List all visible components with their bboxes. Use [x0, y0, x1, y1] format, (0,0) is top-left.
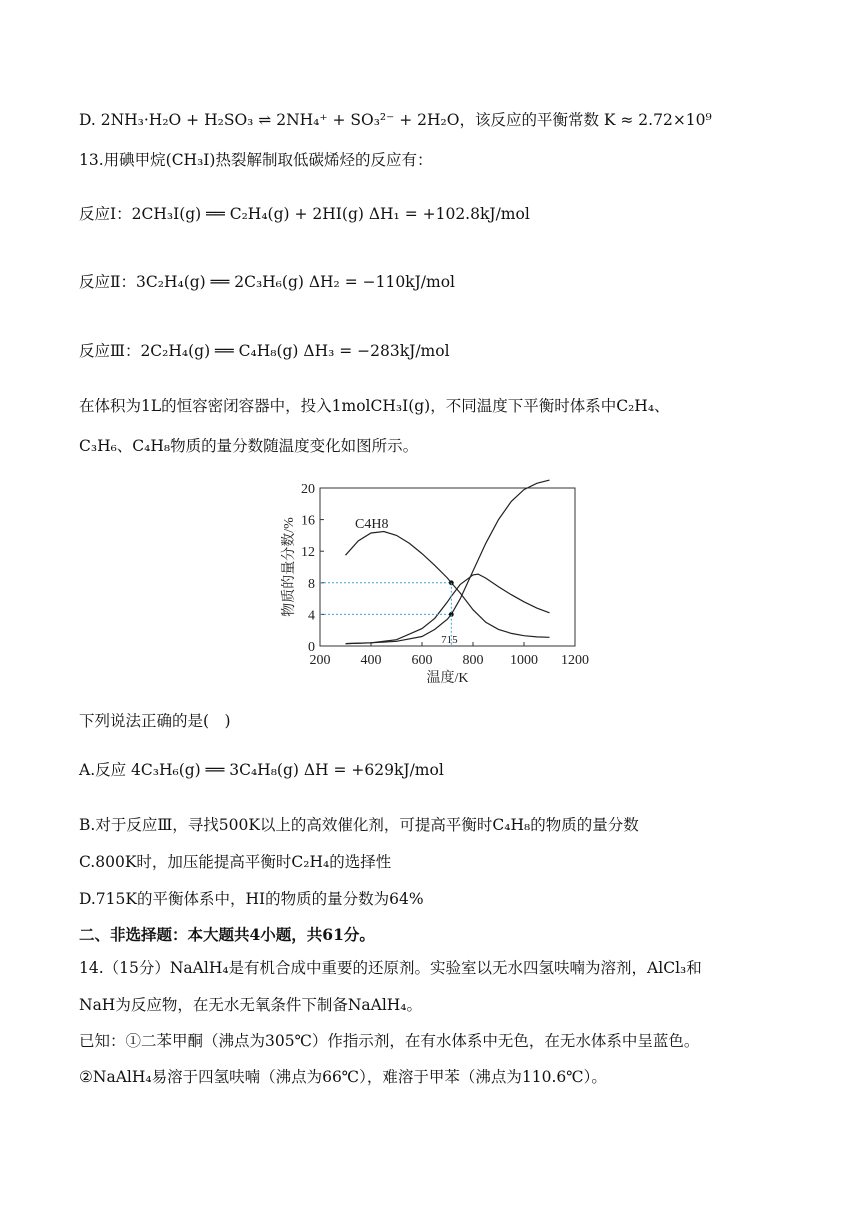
reaction-3: 反应Ⅲ：2C₂H₄(g) ══ C₄H₈(g) ΔH₃ = −283kJ/mol [79, 342, 450, 360]
chart-curves [346, 480, 550, 643]
y-tick-label: 12 [301, 545, 315, 561]
y-tick-label: 20 [301, 482, 315, 497]
paragraph-line-2: C₃H₆、C₄H₈物质的量分数随温度变化如图所示。 [79, 437, 419, 455]
y-tick-label: 4 [308, 608, 315, 624]
option-d: D.715K的平衡体系中，HI的物质的量分数为64% [79, 890, 424, 908]
known-1: 已知：①二苯甲酮（沸点为305℃）作指示剂，在有水体系中无色，在无水体系中呈蓝色。 [79, 1032, 700, 1050]
chart-axes [320, 488, 575, 646]
option-c: C.800K时，加压能提高平衡时C₂H₄的选择性 [79, 853, 392, 871]
plot-frame [320, 488, 575, 646]
option-d-q12: D. 2NH₃·H₂O + H₂SO₃ ⇌ 2NH₄⁺ + SO₃²⁻ + 2H₂O，该反应的平衡常数 K ≈ 2.72×10⁹ [79, 111, 712, 129]
x-tick-label: 1000 [510, 653, 538, 668]
reaction-1: 反应Ⅰ：2CH₃I(g) ══ C₂H₄(g) + 2HI(g) ΔH₁ = +102.8kJ/mol [79, 205, 530, 223]
y-axis-label: 物质的量分数/% [282, 517, 297, 617]
paragraph-line-1: 在体积为1L的恒容密闭容器中，投入1molCH₃I(g)，不同温度下平衡时体系中C₂H₄、 [79, 397, 670, 415]
known-2: ②NaAlH₄易溶于四氢呋喃（沸点为66℃），难溶于甲苯（沸点为110.6℃）。 [79, 1068, 607, 1086]
y-tick-label: 0 [308, 640, 315, 655]
y-tick-label: 8 [308, 576, 315, 592]
reaction-2: 反应Ⅱ：3C₂H₄(g) ══ 2C₃H₆(g) ΔH₂ = −110kJ/mol [79, 273, 455, 291]
question-14-line-2: NaH为反应物，在无水无氧条件下制备NaAlH₄。 [79, 996, 423, 1014]
x-tick-label: 600 [411, 653, 433, 668]
annotation-715: 715 [441, 634, 458, 646]
x-tick-label: 800 [462, 653, 484, 668]
option-a: A.反应 4C₃H₆(g) ══ 3C₄H₈(g) ΔH = +629kJ/mol [79, 761, 444, 779]
x-tick-label: 1200 [561, 653, 589, 668]
question-14-line-1: 14.（15分）NaAlH₄是有机合成中重要的还原剂。实验室以无水四氢呋喃为溶剂，AlCl₃和 [79, 959, 702, 977]
x-tick-label: 200 [309, 653, 331, 668]
series-3-line [346, 480, 550, 643]
mole-fraction-chart [275, 478, 595, 708]
y-tick-label: 16 [301, 513, 315, 529]
curve-label-c4h8: C4H8 [355, 517, 389, 532]
x-tick-label: 400 [360, 653, 382, 668]
question-prompt: 下列说法正确的是( ) [79, 712, 231, 730]
question-13: 13.用碘甲烷(CH₃I)热裂解制取低碳烯烃的反应有： [79, 151, 433, 169]
chart-guides [320, 580, 454, 646]
section-heading: 二、非选择题：本大题共4小题，共61分。 [79, 925, 375, 944]
x-axis-label: 温度/K [426, 671, 469, 686]
chart-labels [280, 482, 589, 686]
series-1-line [346, 532, 550, 638]
option-b: B.对于反应Ⅲ，寻找500K以上的高效催化剂，可提高平衡时C₄H₈的物质的量分数 [79, 816, 639, 834]
